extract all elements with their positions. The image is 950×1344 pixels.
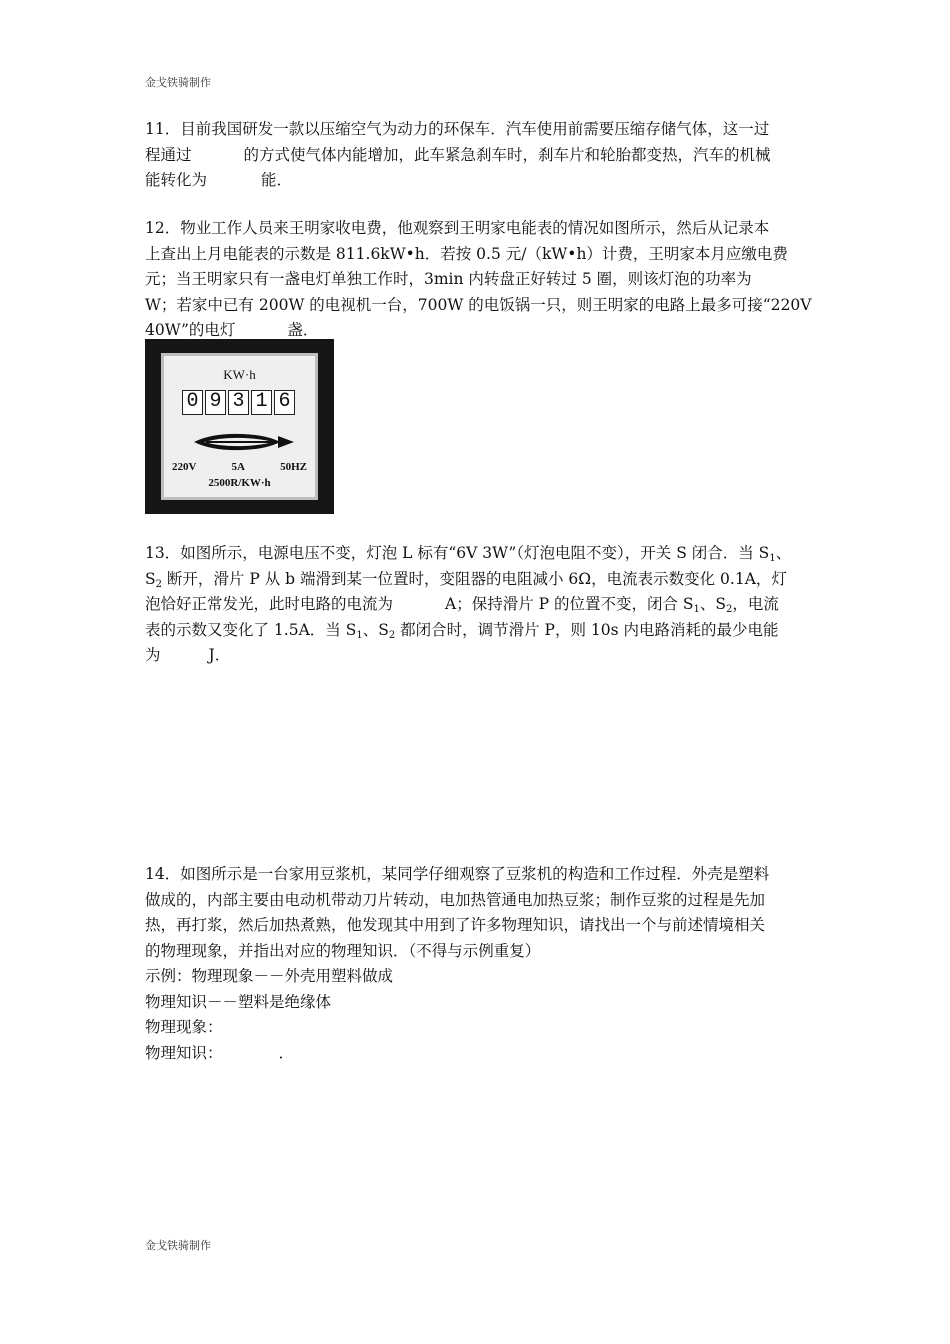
q11-line-2: 程通过 的方式使气体内能增加，此车紧急刹车时，刹车片和轮胎都变热，汽车的机械 [145, 145, 771, 164]
q13-line-5: 为 J． [145, 646, 231, 664]
page-header: 金戈铁骑制作 [145, 76, 211, 89]
meter-digits [182, 390, 295, 415]
q12-line-1: 12．物业工作人员来王明家收电费，他观察到王明家电能表的情况如图所示，然后从记录本 [145, 219, 770, 237]
q11-line-1: 11．目前我国研发一款以压缩空气为动力的环保车．汽车使用前需要压缩存储气体，这一过 [145, 120, 770, 138]
meter-specs [172, 461, 307, 473]
q14-line-3: 热，再打浆，然后加热煮熟，他发现其中用到了许多物理知识，请找出一个与前述情境相关 [145, 916, 766, 934]
meter-rate: 2500R/KW·h [208, 477, 271, 489]
meter-digit: 0 [182, 390, 203, 415]
meter-face [161, 353, 318, 500]
q12-line-3: 元；当王明家只有一盏电灯单独工作时，3min 内转盘正好转过 5 圈，则该灯泡的功率为 [145, 270, 752, 288]
meter-current: 5A [231, 461, 245, 473]
q14-answer-knowledge: 物理知识： ． [145, 1043, 295, 1062]
q12-line-2: 上查出上月电能表的示数是 811.6kW•h．若按 0.5 元/（kW•h）计费，王明家本月应缴电费 [145, 244, 788, 263]
question-13 [145, 541, 810, 669]
meter-digit: 3 [228, 390, 249, 415]
q12-line-5: 40W”的电灯 盏． [145, 321, 319, 339]
meter-frequency: 50HZ [280, 461, 307, 473]
q14-answer-phenomenon: 物理现象： [145, 1018, 223, 1036]
question-14 [145, 862, 810, 1066]
q14-example-phenomenon: 示例：物理现象－－外壳用塑料做成 [145, 967, 394, 985]
page-footer: 金戈铁骑制作 [145, 1239, 211, 1252]
meter-digit: 6 [274, 390, 295, 415]
question-11 [145, 117, 810, 194]
meter-voltage: 220V [172, 461, 197, 473]
q13-line-2: $S_2$ 断开，滑片 P 从 b 端滑到某一位置时，变阻器的电阻减小 6Ω，电流表示数变化 0.1A，灯 [145, 569, 787, 590]
q14-line-4: 的物理现象，并指出对应的物理知识．（不得与示例重复） [145, 941, 541, 960]
q12-line-4: W；若家中已有 200W 的电视机一台，700W 的电饭锅一只，则王明家的电路上最多可接“220V [145, 295, 812, 314]
q13-line-3: 泡恰好正常发光，此时电路的电流为 A；保持滑片 P 的位置不变，闭合 $S_1$、$S_2$，电流 [145, 595, 779, 615]
q14-line-1: 14．如图所示是一台家用豆浆机，某同学仔细观察了豆浆机的构造和工作过程．外壳是塑料 [145, 865, 770, 883]
question-12 [145, 216, 810, 344]
meter-unit-label: KW·h [223, 367, 256, 382]
meter-digit: 1 [251, 390, 272, 415]
electricity-meter-figure [145, 339, 334, 514]
rotating-disk-arrow-icon [192, 431, 296, 453]
q13-line-4: 表的示数又变化了 1.5A．当 $S_1$、$S_2$ 都闭合时，调节滑片 P，则 10s 内电路消耗的最少电能 [145, 620, 779, 641]
q13-line-1: 13．如图所示，电源电压不变，灯泡 L 标有“6V 3W”（灯泡电阻不变），开关 S 闭合．当 $S_1$、 [145, 544, 792, 564]
q14-example-knowledge: 物理知识－－塑料是绝缘体 [145, 992, 332, 1011]
q14-line-2: 做成的，内部主要由电动机带动刀片转动，电加热管通电加热豆浆；制作豆浆的过程是先加 [145, 890, 766, 909]
meter-digit: 9 [205, 390, 226, 415]
q11-line-3: 能转化为 能． [145, 171, 293, 189]
